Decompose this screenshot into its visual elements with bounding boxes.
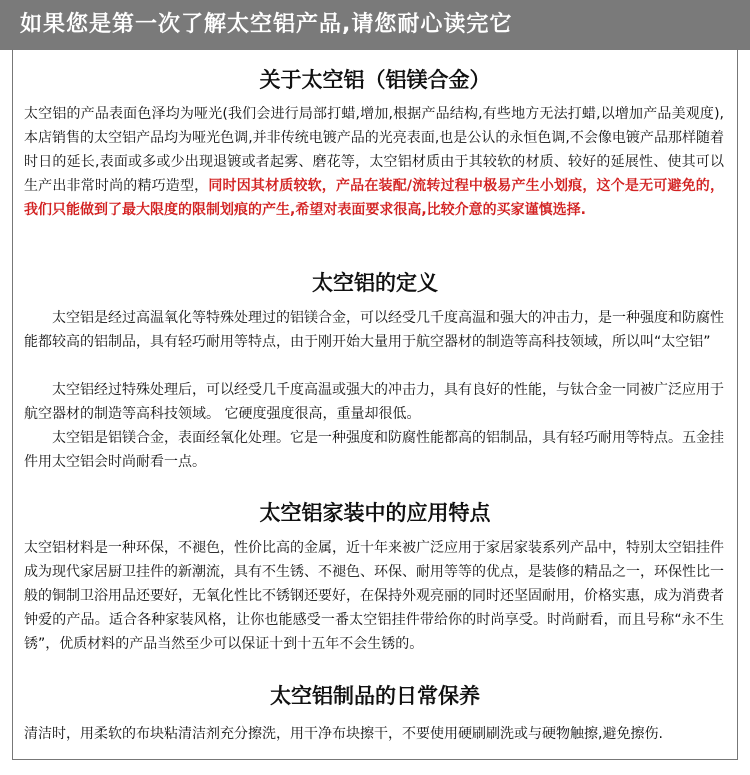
section-about-heading: 关于太空铝（铝镁合金） — [259, 68, 491, 92]
section-application-heading: 太空铝家装中的应用特点 — [259, 501, 491, 525]
application-text: 太空铝材料是一种环保，不褪色，性价比高的金属，近十年来被广泛应用于家居家装系列产品中，特别太空铝挂件成为现代家居厨卫挂件的新潮流，具有不生锈、不褪色、环保、耐用等等的优点，是装修的精品之一，环保性比一般的铜制卫浴用品还要好，无氧化性比不锈钢还要好，在保持外观亮丽的同时还坚固耐用，价格实惠，成为消费者钟爱的产品。适合各种家装风格，让你也能感受一番太空铝挂件带给你的时尚享受。时尚耐看，而且号称“永不生锈”，优质材料的产品当然至少可以保证十到十五年不会生锈的。 — [24, 540, 724, 652]
about-text-normal: 太空铝的产品表面色泽均为哑光(我们会进行局部打蜡,增加,根据产品结构,有些地方无法打蜡,以增加产品美观度),本店销售的太空铝产品均为哑光色调,并非传统电镀产品的光亮表面,也是公认的永恒色调,不会像电镀产品那样随着时日的延长,表面或多或少出现退镀或者起雾、磨花等，太空铝材质由于其较软的材质、较好的延展性、使其可以生产出非常时尚的精巧造型， — [24, 106, 724, 194]
definition-paragraph-1: 太空铝是经过高温氧化等特殊处理过的铝镁合金，可以经受几千度高温和强大的冲击力，是一种强度和防腐性能都较高的铝制品，具有轻巧耐用等特点，由于刚开始大量用于航空器材的制造等高科技领域，所以叫“太空铝” — [24, 310, 724, 350]
section-about-text — [24, 102, 724, 222]
about-text-warning: 同时因其材质较软，产品在装配/流转过程中极易产生小划痕，这个是无可避免的，我们只能做到了最大限度的限制划痕的产生,希望对表面要求很高,比较介意的买家谨慎选择. — [24, 178, 724, 218]
definition-paragraph-2: 太空铝经过特殊处理后，可以经受几千度高温或强大的冲击力，具有良好的性能，与钛合金一同被广泛应用于航空器材的制造等高科技领域。 它硬度强度很高，重量却很低。 — [24, 382, 724, 422]
banner-title: 如果您是第一次了解太空铝产品,请您耐心读完它 — [20, 12, 513, 37]
section-maintenance-heading: 太空铝制品的日常保养 — [270, 684, 480, 708]
maintenance-text: 清洁时，用柔软的布块粘清洁剂充分擦洗，用干净布块擦干，不要使用硬刷刷洗或与硬物触擦,避免擦伤. — [24, 726, 663, 742]
section-definition-heading: 太空铝的定义 — [312, 271, 438, 295]
definition-paragraph-3: 太空铝是铝镁合金，表面经氧化处理。它是一种强度和防腐性能都高的铝制品，具有轻巧耐用等特点。五金挂件用太空铝会时尚耐看一点。 — [24, 430, 724, 470]
top-banner — [0, 0, 750, 50]
